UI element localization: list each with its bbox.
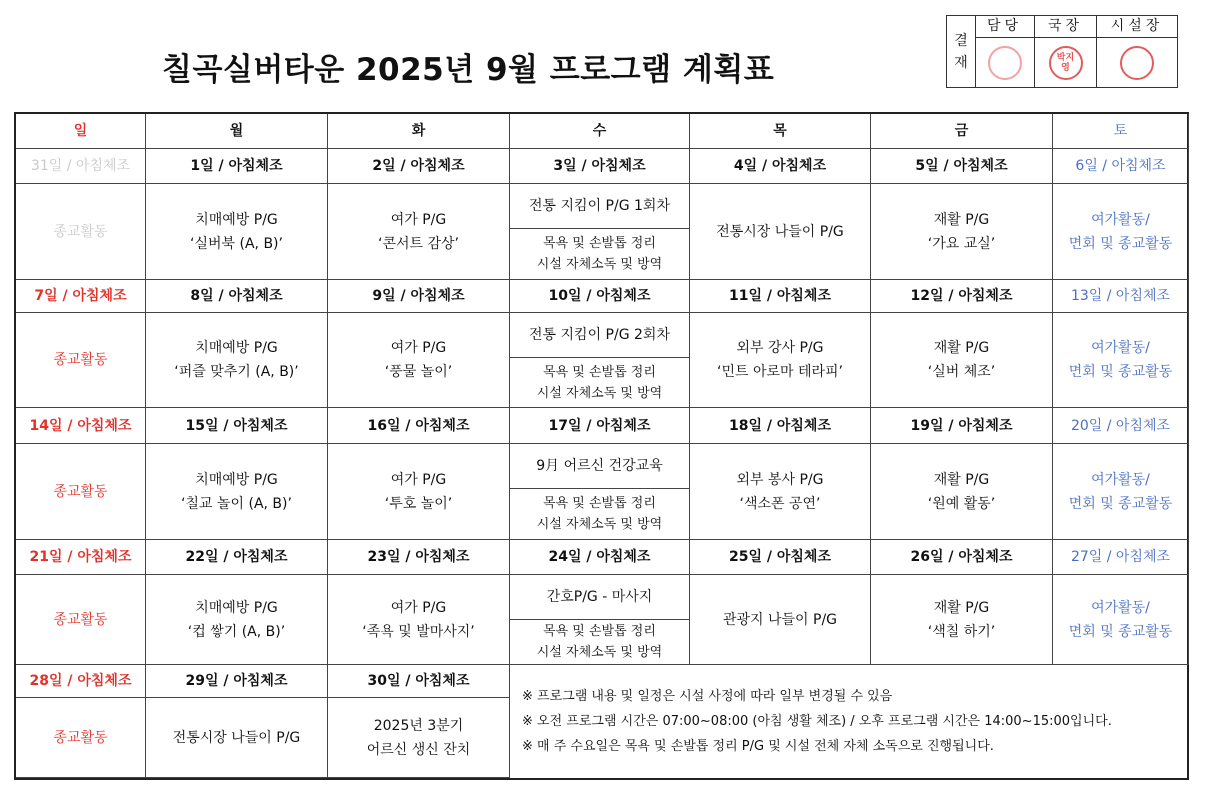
wed-bath-disinfection [510,489,689,539]
cell-text: 여가활동/ [1091,211,1150,228]
cell-text: ‘민트 아로마 테라피’ [717,364,843,380]
date-cell-sun: 14일 / 아침체조 [16,408,146,444]
program-cell-thu [690,444,871,540]
cell-text: ‘색칠 하기’ [927,623,996,640]
weekday-header-fri: 금 [871,114,1053,149]
cell-text: 시설 자체소독 및 방역 [536,517,663,532]
weekday-header-thu: 목 [690,114,871,149]
program-cell-sun: 종교활동 [16,575,146,665]
date-cell-fri: 26일 / 아침체조 [871,540,1053,575]
date-cell-thu: 18일 / 아침체조 [690,408,871,444]
cell-text: ‘콘서트 감상’ [378,235,459,252]
cell-text: 치매예방 P/G [195,340,278,356]
program-cell-sat [1053,444,1189,540]
program-cell-fri [871,575,1053,665]
program-cell-sat [1053,184,1189,280]
cell-text: 여가활동/ [1091,340,1150,356]
cell-text: 목욕 및 손발톱 정리 [543,236,656,251]
cell-text: ‘족욕 및 발마사지’ [362,623,475,640]
cell-text: 치매예방 P/G [195,471,278,488]
date-cell-sat: 6일 / 아침체조 [1053,149,1189,184]
wed-bath-disinfection [510,620,689,664]
cell-text: 면회 및 종교활동 [1068,623,1173,640]
date-cell-mon: 1일 / 아침체조 [146,149,328,184]
wed-program: 전통 지킴이 P/G 2회차 [510,313,689,358]
date-cell-tue: 23일 / 아침체조 [328,540,510,575]
note-line: ※ 오전 프로그램 시간은 07:00~08:00 (아침 생활 체조) / 오후 프로그램 시간은 14:00~15:00입니다. [522,714,1112,729]
date-cell-wed: 17일 / 아침체조 [510,408,690,444]
cell-text: 여가활동/ [1091,471,1150,488]
cell-text: 관광지 나들이 P/G [722,611,838,628]
cell-text: 외부 강사 P/G [736,340,824,356]
cell-text: 치매예방 P/G [195,599,278,616]
date-cell-fri: 12일 / 아침체조 [871,280,1053,313]
cell-text: 시설 자체소독 및 방역 [536,645,663,660]
page-title: 칠곡실버타운 2025년 9월 프로그램 계획표 [162,52,775,88]
weekday-header-sun: 일 [16,114,146,149]
date-cell-tue: 2일 / 아침체조 [328,149,510,184]
weekday-header-sat: 토 [1053,114,1189,149]
date-cell-wed: 3일 / 아침체조 [510,149,690,184]
program-cell-mon [146,575,328,665]
signature-stamp [988,46,1022,80]
program-cell-sat [1053,575,1189,665]
schedule-table [14,112,1189,780]
cell-text: 재활 P/G [933,211,990,228]
date-cell-wed: 10일 / 아침체조 [510,280,690,313]
wed-bath-disinfection [510,358,689,407]
wed-bath-disinfection [510,229,689,279]
date-cell-tue: 9일 / 아침체조 [328,280,510,313]
cell-text: 면회 및 종교활동 [1068,235,1173,252]
date-cell-tue: 16일 / 아침체조 [328,408,510,444]
cell-text: 2025년 3분기 [373,717,464,734]
approval-box [946,15,1178,88]
cell-text: 재활 P/G [933,599,990,616]
date-cell-sat: 27일 / 아침체조 [1053,540,1189,575]
cell-text: 목욕 및 손발톱 정리 [543,364,656,380]
cell-text: ‘가요 교실’ [927,235,996,252]
cell-text: 면회 및 종교활동 [1068,364,1173,380]
approval-col-head: 시설장 [1097,16,1177,87]
cell-text: 여가 P/G [390,340,447,356]
cell-text: 시설 자체소독 및 방역 [536,385,663,401]
program-cell-tue [328,575,510,665]
program-cell-thu [690,575,871,665]
wed-program: 9月 어르신 건강교육 [510,444,689,489]
date-cell-thu: 4일 / 아침체조 [690,149,871,184]
cell-text: ‘칠교 놀이 (A, B)’ [181,495,292,512]
cell-text: ‘투호 놀이’ [384,495,453,512]
program-cell-wed [510,313,690,408]
program-cell-tue [328,444,510,540]
program-cell-thu [690,313,871,408]
cell-text: 여가활동/ [1091,599,1150,616]
seal-stamp: 박지영 [1049,46,1083,80]
program-cell-sun: 종교활동 [16,313,146,408]
program-cell-sun: 종교활동 [16,444,146,540]
date-cell-fri: 19일 / 아침체조 [871,408,1053,444]
program-cell-mon [146,444,328,540]
date-cell-sat: 13일 / 아침체조 [1053,280,1189,313]
program-cell-mon: 전통시장 나들이 P/G [146,698,328,778]
cell-text: ‘풍물 놀이’ [384,364,453,380]
program-cell-thu [690,184,871,280]
program-cell-sun: 종교활동 [16,698,146,778]
program-cell-sat [1053,313,1189,408]
cell-text: 목욕 및 손발톱 정리 [543,624,656,639]
cell-text: ‘퍼즐 맞추기 (A, B)’ [174,364,299,380]
program-cell-sun: 종교활동 [16,184,146,280]
weekday-header-mon: 월 [146,114,328,149]
program-cell-fri [871,444,1053,540]
cell-text: ‘컵 쌓기 (A, B)’ [187,623,286,640]
cell-text: ‘색소폰 공연’ [739,495,821,512]
date-cell-sun: 31일 / 아침체조 [16,149,146,184]
program-cell-wed [510,444,690,540]
cell-text: 여가 P/G [390,471,447,488]
cell-text: 외부 봉사 P/G [736,471,824,488]
program-cell-mon [146,313,328,408]
cell-text: 여가 P/G [390,211,447,228]
date-cell-sat: 20일 / 아침체조 [1053,408,1189,444]
note-line: ※ 프로그램 내용 및 일정은 시설 사정에 따라 일부 변경될 수 있음 [522,689,893,704]
program-cell-fri [871,184,1053,280]
wed-program: 전통 지킴이 P/G 1회차 [510,184,689,229]
date-cell-tue: 30일 / 아침체조 [328,665,510,698]
cell-text: 시설 자체소독 및 방역 [536,257,663,272]
date-cell-sun: 28일 / 아침체조 [16,665,146,698]
approval-col-staff: 담당 [975,16,1035,87]
program-cell-tue [328,184,510,280]
cell-text: ‘원예 활동’ [927,495,996,512]
seal-stamp [1120,46,1154,80]
program-cell-tue [328,698,510,778]
cell-text: 여가 P/G [390,599,447,616]
weekday-header-tue: 화 [328,114,510,149]
date-cell-fri: 5일 / 아침체조 [871,149,1053,184]
approval-label: 결 재 [947,16,976,87]
notes [510,665,1189,778]
cell-text: 재활 P/G [933,471,990,488]
date-cell-sun: 7일 / 아침체조 [16,280,146,313]
note-line: ※ 매 주 수요일은 목욕 및 손발톱 정리 P/G 및 시설 전체 자체 소독으로 진행됩니다. [522,739,994,754]
date-cell-sun: 21일 / 아침체조 [16,540,146,575]
date-cell-mon: 29일 / 아침체조 [146,665,328,698]
program-cell-tue [328,313,510,408]
date-cell-thu: 11일 / 아침체조 [690,280,871,313]
date-cell-mon: 22일 / 아침체조 [146,540,328,575]
date-cell-mon: 8일 / 아침체조 [146,280,328,313]
cell-text: ‘실버 체조’ [927,364,996,380]
cell-text: ‘실버북 (A, B)’ [190,235,283,252]
cell-text: 목욕 및 손발톱 정리 [543,496,656,511]
cell-text: 전통시장 나들이 P/G [716,223,844,240]
approval-col-director: 국장 박지영 [1035,16,1097,87]
wed-program: 간호P/G - 마사지 [510,575,689,620]
date-cell-wed: 24일 / 아침체조 [510,540,690,575]
cell-text: 어르신 생신 잔치 [366,741,471,758]
program-cell-fri [871,313,1053,408]
cell-text: 재활 P/G [933,340,990,356]
cell-text: 치매예방 P/G [195,211,278,228]
date-cell-mon: 15일 / 아침체조 [146,408,328,444]
program-cell-mon [146,184,328,280]
weekday-header-wed: 수 [510,114,690,149]
cell-text: 면회 및 종교활동 [1068,495,1173,512]
program-cell-wed [510,575,690,665]
date-cell-thu: 25일 / 아침체조 [690,540,871,575]
program-cell-wed [510,184,690,280]
